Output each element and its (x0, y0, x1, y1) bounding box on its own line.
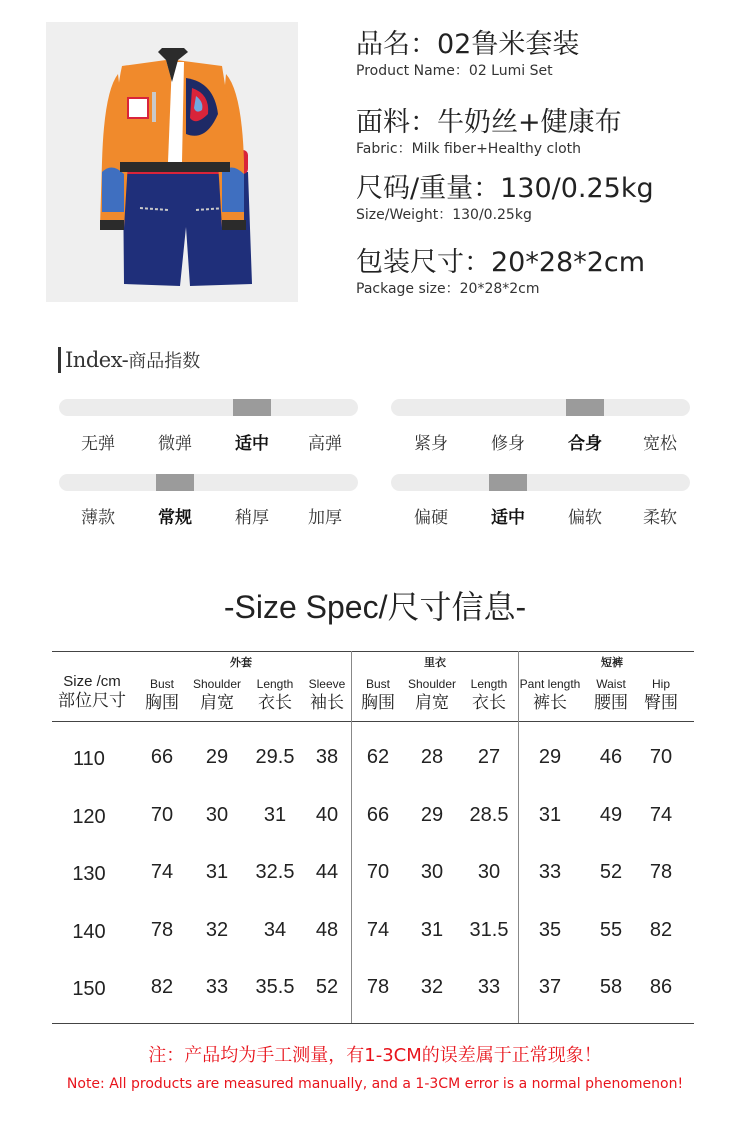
table-bottom-rule (52, 1023, 694, 1024)
index-option: 适中 (491, 508, 525, 528)
column-header-en: Sleeve (308, 677, 346, 691)
measurement-cell: 29.5 (255, 746, 295, 768)
measurement-cell: 44 (315, 861, 339, 883)
measurement-cell: 30 (477, 861, 501, 883)
column-header-en: Bust (149, 677, 174, 691)
size-cell: 140 (72, 921, 106, 943)
measurement-cell: 33 (205, 976, 229, 998)
measurement-cell: 62 (366, 746, 390, 768)
column-header-zh: 肩宽 (415, 693, 449, 713)
column-header-en: Length (470, 677, 508, 691)
index-title-zh: 商品指数 (128, 351, 201, 372)
column-header-zh: 胸围 (361, 693, 395, 713)
measurement-cell: 82 (649, 919, 673, 941)
measurement-cell: 29 (420, 804, 444, 826)
index-option: 加厚 (308, 508, 342, 528)
measurement-cell: 31 (538, 804, 562, 826)
index-option: 偏硬 (414, 508, 448, 528)
product-name-zh: 品名：02鲁米套装 (356, 29, 580, 60)
size-spec-title: -Size Spec/尺寸信息- (223, 589, 527, 625)
measurement-cell: 28.5 (469, 804, 509, 826)
index-option: 宽松 (643, 434, 677, 454)
index-title-en: Index- (65, 348, 129, 372)
index-option: 柔软 (643, 508, 677, 528)
index-option: 无弹 (81, 434, 115, 454)
group-label-shorts: 短裤 (601, 656, 623, 669)
measurement-cell: 66 (150, 746, 174, 768)
size-cell: 120 (72, 806, 106, 828)
size-cell: 110 (73, 748, 105, 770)
column-header-zh: 臀围 (644, 693, 678, 713)
measurement-cell: 30 (420, 861, 444, 883)
index-scale-track (391, 474, 690, 491)
index-option: 修身 (491, 434, 525, 454)
index-scale-marker (489, 474, 527, 491)
measurement-cell: 78 (649, 861, 673, 883)
measurement-cell: 31 (205, 861, 229, 883)
index-option: 适中 (235, 434, 269, 454)
index-scale-track (391, 399, 690, 416)
column-header-zh: 部位尺寸 (58, 691, 126, 711)
measurement-cell: 82 (150, 976, 174, 998)
measurement-cell: 78 (150, 919, 174, 941)
column-header-zh: 裤长 (533, 693, 567, 713)
measurement-cell: 33 (477, 976, 501, 998)
measurement-cell: 55 (599, 919, 623, 941)
column-header-en: Shoulder (192, 677, 242, 691)
measurement-cell: 32 (420, 976, 444, 998)
measurement-cell: 49 (599, 804, 623, 826)
package-en: Package size：20*28*2cm (356, 281, 540, 297)
fabric-en: Fabric：Milk fiber+Healthy cloth (356, 141, 582, 157)
index-scale-track (59, 399, 358, 416)
measurement-cell: 31.5 (469, 919, 509, 941)
measurement-cell: 52 (315, 976, 339, 998)
group-label-inner: 里衣 (424, 656, 446, 669)
column-header-zh: 衣长 (258, 693, 292, 713)
measurement-cell: 52 (599, 861, 623, 883)
measurement-cell: 30 (205, 804, 229, 826)
size-weight-en: Size/Weight：130/0.25kg (356, 207, 532, 223)
measurement-cell: 32.5 (255, 861, 295, 883)
column-header-en: Shoulder (407, 677, 457, 691)
measurement-cell: 48 (315, 919, 339, 941)
index-option: 紧身 (414, 434, 448, 454)
product-name (356, 28, 579, 80)
index-scale-marker (156, 474, 194, 491)
measurement-cell: 74 (366, 919, 390, 941)
column-header-en: Pant length (519, 677, 581, 691)
index-option: 偏软 (568, 508, 602, 528)
measurement-cell: 78 (366, 976, 390, 998)
column-header-zh: 腰围 (594, 693, 628, 713)
column-header-zh: 袖长 (310, 693, 344, 713)
index-scale-marker (233, 399, 271, 416)
measurement-cell: 46 (599, 746, 623, 768)
measurement-cell: 74 (150, 861, 174, 883)
column-header-en: Length (256, 677, 294, 691)
measurement-note-en: Note: All products are measured manually, and a 1-3CM error is a normal phenomenon! (66, 1076, 684, 1092)
measurement-cell: 70 (150, 804, 174, 826)
measurement-cell: 28 (420, 746, 444, 768)
measurement-cell: 35 (538, 919, 562, 941)
product-fabric (356, 106, 622, 158)
measurement-cell: 29 (205, 746, 229, 768)
measurement-cell: 29 (538, 746, 562, 768)
measurement-note-zh: 注：产品均为手工测量，有1-3CM的误差属于正常现象！ (148, 1045, 602, 1066)
fabric-zh: 面料：牛奶丝+健康布 (356, 107, 622, 138)
measurement-cell: 33 (538, 861, 562, 883)
column-header (621, 676, 701, 714)
measurement-cell: 70 (366, 861, 390, 883)
column-header-en: Size /cm (63, 673, 121, 690)
product-package (356, 246, 645, 298)
measurement-cell: 40 (315, 804, 339, 826)
product-size-weight (356, 172, 654, 224)
size-cell: 150 (72, 978, 106, 1000)
measurement-cell: 74 (649, 804, 673, 826)
table-header-rule (52, 721, 694, 722)
index-option: 薄款 (81, 508, 115, 528)
index-scale-marker (566, 399, 604, 416)
measurement-cell: 37 (538, 976, 562, 998)
column-header-zh: 衣长 (472, 693, 506, 713)
measurement-cell: 27 (477, 746, 501, 768)
index-option: 微弹 (158, 434, 192, 454)
measurement-cell: 32 (205, 919, 229, 941)
size-weight-zh: 尺码/重量：130/0.25kg (356, 173, 654, 204)
measurement-cell: 86 (649, 976, 673, 998)
measurement-cell: 31 (420, 919, 444, 941)
index-option: 高弹 (308, 434, 342, 454)
column-header-zh: 胸围 (145, 693, 179, 713)
column-header-en: Bust (365, 677, 390, 691)
lumi-set-illustration (46, 22, 298, 302)
measurement-cell: 66 (366, 804, 390, 826)
index-scale-track (59, 474, 358, 491)
column-header-zh: 肩宽 (200, 693, 234, 713)
size-cell: 130 (72, 863, 106, 885)
index-heading (58, 343, 200, 377)
measurement-cell: 38 (315, 746, 339, 768)
product-photo (46, 22, 298, 302)
table-top-rule (52, 651, 694, 652)
product-name-en: Product Name：02 Lumi Set (356, 63, 553, 79)
measurement-cell: 70 (649, 746, 673, 768)
heading-bar (58, 347, 61, 373)
column-header-en: Hip (651, 677, 670, 691)
package-zh: 包装尺寸：20*28*2cm (356, 247, 646, 278)
column-header-en: Waist (596, 677, 626, 691)
group-label-jacket: 外套 (230, 656, 252, 669)
measurement-cell: 35.5 (255, 976, 295, 998)
measurement-cell: 31 (263, 804, 287, 826)
column-header (52, 674, 132, 712)
index-option: 稍厚 (235, 508, 269, 528)
index-option: 常规 (158, 508, 192, 528)
measurement-cell: 58 (599, 976, 623, 998)
measurement-cell: 34 (263, 919, 287, 941)
index-option: 合身 (568, 434, 602, 454)
